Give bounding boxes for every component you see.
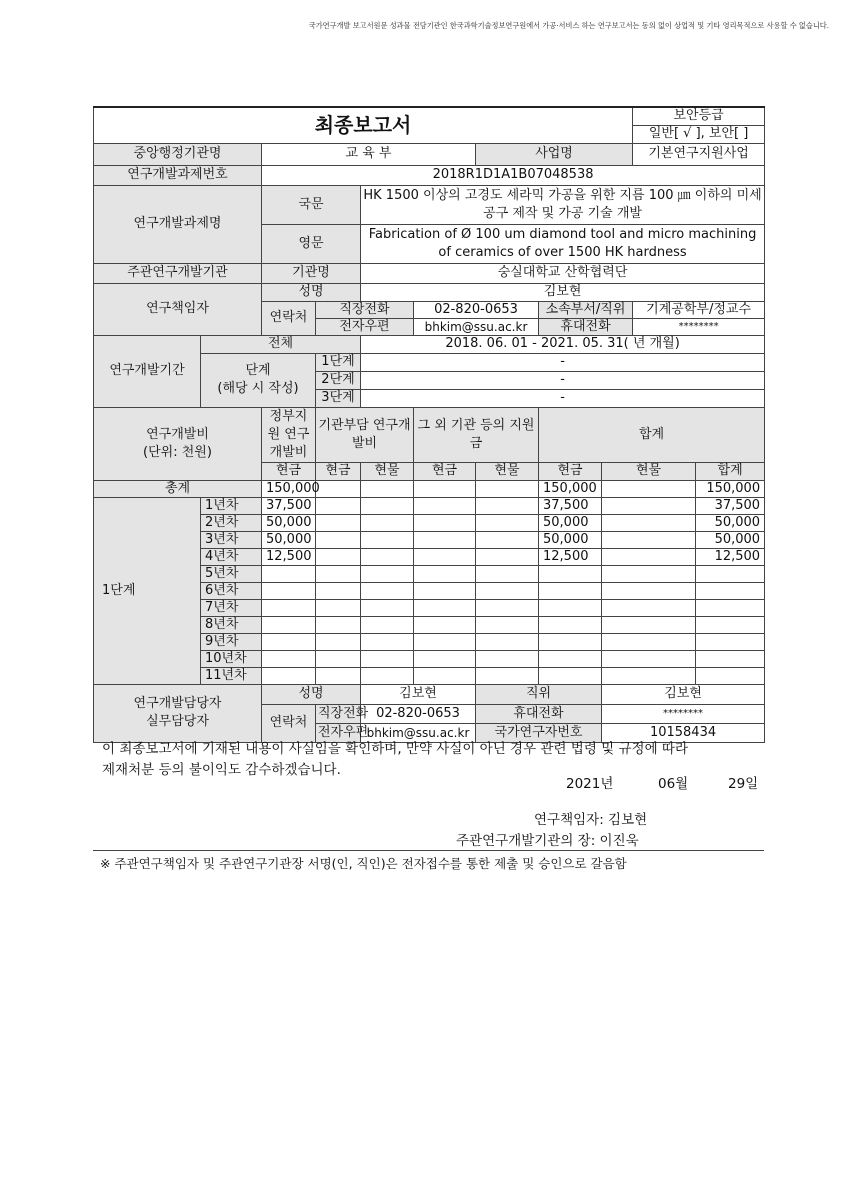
year-label: 11년차 (201, 667, 262, 684)
stage1-value: - (361, 353, 765, 371)
manager-position-value: 김보현 (602, 684, 765, 704)
stage3-label: 3단계 (316, 389, 361, 407)
manager-name-label: 성명 (262, 684, 361, 704)
manager-label-line2: 실무담당자 (146, 714, 209, 729)
inst-support-label: 기관부담 연구개발비 (316, 407, 414, 462)
year-label: 5년차 (201, 565, 262, 582)
inst-cash-label: 현금 (316, 462, 361, 480)
year-gov-cash: 50,000 (262, 531, 316, 548)
period-stage-title: 단계 (245, 363, 271, 378)
project-number-value: 2018R1D1A1B07048538 (262, 165, 765, 185)
inst-inkind-label: 현물 (361, 462, 414, 480)
period-stage-note: (해당 시 작성) (217, 381, 299, 396)
year-sum-cash: 12,500 (539, 548, 602, 565)
grand-total-gov-cash: 150,000 (262, 480, 316, 497)
organization-label: 주관연구개발기관 (94, 263, 262, 283)
year-label: 6년차 (201, 582, 262, 599)
pi-dept-label: 소속부서/직위 (539, 301, 633, 318)
manager-name-value: 김보현 (361, 684, 476, 704)
grand-total-label: 총계 (94, 480, 262, 497)
other-cash-label: 현금 (414, 462, 476, 480)
pi-email-label: 전자우편 (316, 318, 414, 335)
year-sum-total: 50,000 (696, 514, 765, 531)
gov-cash-label: 현금 (262, 462, 316, 480)
year-sum-total: 37,500 (696, 497, 765, 514)
pi-office-phone-value: 02-820-0653 (414, 301, 539, 318)
pi-contact-label: 연락처 (262, 301, 316, 335)
ministry-value: 교 육 부 (262, 143, 476, 165)
organization-name-label: 기관명 (262, 263, 361, 283)
year-gov-cash: 50,000 (262, 514, 316, 531)
ministry-label: 중앙행정기관명 (94, 143, 262, 165)
year-label: 4년차 (201, 548, 262, 565)
manager-office-phone-label: 직장전화 (316, 704, 361, 723)
year-gov-cash: 12,500 (262, 548, 316, 565)
period-stage-label (201, 353, 316, 407)
security-grade-label: 보안등급 (633, 107, 765, 125)
researcher-number-label: 국가연구자번호 (476, 723, 602, 742)
year-label: 2년차 (201, 514, 262, 531)
budget-sum-label: 합계 (539, 407, 765, 462)
organization-name-value: 숭실대학교 산학협력단 (361, 263, 765, 283)
year-label: 7년차 (201, 599, 262, 616)
manager-email-value: bhkim@ssu.ac.kr (361, 723, 476, 742)
stage2-value: - (361, 371, 765, 389)
manager-position-label: 직위 (476, 684, 602, 704)
year-label: 9년차 (201, 633, 262, 650)
budget-title: 연구개발비 (146, 426, 209, 442)
sum-inkind-label: 현물 (602, 462, 696, 480)
date-year: 2021년 (566, 776, 614, 792)
period-total-value: 2018. 06. 01 - 2021. 05. 31( 년 개월) (361, 335, 765, 353)
sum-cash-label: 현금 (539, 462, 602, 480)
program-value: 기본연구지원사업 (633, 143, 765, 165)
pi-mobile-label: 휴대전화 (539, 318, 633, 335)
project-number-label: 연구개발과제번호 (94, 165, 262, 185)
english-title-label: 영문 (262, 224, 361, 263)
date-month: 06월 (658, 776, 689, 792)
pi-mobile-value: ******** (633, 318, 765, 335)
period-label: 연구개발기간 (94, 335, 201, 407)
pi-name-value: 김보현 (361, 283, 765, 301)
korean-title-value: HK 1500 이상의 고경도 세라믹 가공을 위한 지름 100 ㎛ 이하의 미세 공구 제작 및 가공 기술 개발 (361, 185, 765, 224)
gov-support-label: 정부지원 연구개발비 (262, 407, 316, 462)
pi-office-phone-label: 직장전화 (316, 301, 414, 318)
year-sum-total: 50,000 (696, 531, 765, 548)
year-sum-cash: 50,000 (539, 531, 602, 548)
stage3-value: - (361, 389, 765, 407)
project-title-label: 연구개발과제명 (94, 185, 262, 263)
head-signature: 주관연구개발기관의 장: 이진욱 (456, 833, 639, 849)
manager-contact-label: 연락처 (262, 704, 316, 742)
korean-title-label: 국문 (262, 185, 361, 224)
pi-email-value: bhkim@ssu.ac.kr (414, 318, 539, 335)
pi-name-label: 성명 (262, 283, 361, 301)
pi-signature: 연구책임자: 김보현 (534, 812, 648, 828)
security-grade-value: 일반[ √ ], 보안[ ] (633, 125, 765, 143)
stage2-label: 2단계 (316, 371, 361, 389)
year-label: 1년차 (201, 497, 262, 514)
report-cover-table (93, 106, 765, 743)
declaration-line1: 이 최종보고서에 기재된 내용이 사실임을 확인하며, 만약 사실이 아닌 경우 관련 법령 및 규정에 따라 (102, 741, 689, 757)
footnote-divider (93, 850, 764, 851)
manager-mobile-label: 휴대전화 (476, 704, 602, 723)
manager-email-label: 전자우편 (316, 723, 361, 742)
year-sum-cash: 37,500 (539, 497, 602, 514)
budget-stage-label: 1단계 (94, 497, 201, 684)
pi-dept-value: 기계공학부/정교수 (633, 301, 765, 318)
grand-total-sum-total: 150,000 (696, 480, 765, 497)
pi-label: 연구책임자 (94, 283, 262, 335)
researcher-number-value: 10158434 (602, 723, 765, 742)
manager-label-line1: 연구개발담당자 (133, 696, 222, 711)
budget-label (94, 407, 262, 480)
year-sum-total: 12,500 (696, 548, 765, 565)
grand-total-sum-cash: 150,000 (539, 480, 602, 497)
other-inkind-label: 현물 (476, 462, 539, 480)
manager-label (94, 684, 262, 742)
period-total-label: 전체 (201, 335, 361, 353)
report-title: 최종보고서 (94, 107, 633, 143)
other-support-label: 그 외 기관 등의 지원금 (414, 407, 539, 462)
year-label: 10년차 (201, 650, 262, 667)
year-label: 3년차 (201, 531, 262, 548)
program-label: 사업명 (476, 143, 633, 165)
date-day: 29일 (728, 776, 759, 792)
year-sum-cash: 50,000 (539, 514, 602, 531)
year-label: 8년차 (201, 616, 262, 633)
stage1-label: 1단계 (316, 353, 361, 371)
english-title-value: Fabrication of Ø 100 um diamond tool and micro machining of ceramics of over 1500 HK hardness (361, 224, 765, 263)
budget-unit: (단위: 천원) (143, 444, 212, 460)
year-gov-cash: 37,500 (262, 497, 316, 514)
manager-mobile-value: ******** (602, 704, 765, 723)
copyright-notice: 국가연구개발 보고서원문 성과물 전담기관인 한국과학기술정보연구원에서 가공·서비스 하는 연구보고서는 동의 없이 상업적 및 기타 영리목적으로 사용할 수 없습니다. (308, 21, 829, 30)
footnote: ※ 주관연구책임자 및 주관연구기관장 서명(인, 직인)은 전자접수를 통한 제출 및 승인으로 갈음함 (100, 856, 627, 871)
manager-office-phone-value: 02-820-0653 (361, 704, 476, 723)
declaration-line2: 제재처분 등의 불이익도 감수하겠습니다. (102, 762, 341, 778)
sum-total-label: 합계 (696, 462, 765, 480)
